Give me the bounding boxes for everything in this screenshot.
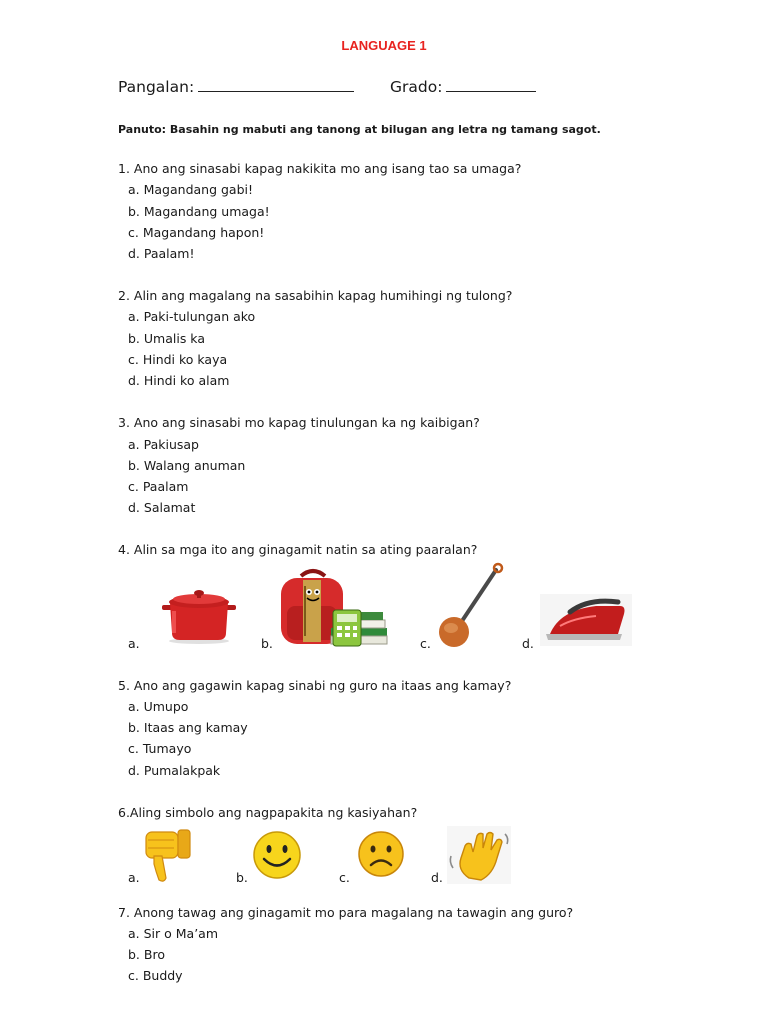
- q6-option-c[interactable]: c.: [339, 870, 350, 885]
- q7-option-a[interactable]: a. Sir o Ma’am: [128, 926, 219, 941]
- q6-option-d[interactable]: d.: [431, 870, 443, 885]
- q5-option-a[interactable]: a. Umupo: [128, 699, 189, 714]
- q3-option-b[interactable]: b. Walang anuman: [128, 458, 246, 473]
- q4-option-c[interactable]: c.: [420, 636, 431, 651]
- grade-blank-line[interactable]: [446, 77, 536, 92]
- question-3: 3. Ano ang sinasabi mo kapag tinulungan ka ng kaibigan?: [118, 415, 480, 430]
- grade-label: Grado:: [390, 78, 443, 96]
- q1-option-a[interactable]: a. Magandang gabi!: [128, 182, 254, 197]
- frowning-face-icon[interactable]: [356, 830, 406, 878]
- question-4: 4. Alin sa mga ito ang ginagamit natin sa ating paaralan?: [118, 542, 478, 557]
- school-backpack-and-books-icon[interactable]: [273, 566, 391, 650]
- thumbs-down-icon[interactable]: [144, 828, 194, 884]
- q3-option-d[interactable]: d. Salamat: [128, 500, 196, 515]
- q4-option-a[interactable]: a.: [128, 636, 140, 651]
- smiley-face-icon[interactable]: [252, 828, 302, 882]
- q4-option-d[interactable]: d.: [522, 636, 534, 651]
- q1-option-b[interactable]: b. Magandang umaga!: [128, 204, 270, 219]
- q1-option-d[interactable]: d. Paalam!: [128, 246, 195, 261]
- waving-hand-icon[interactable]: [447, 826, 511, 884]
- q7-option-c[interactable]: c. Buddy: [128, 968, 183, 983]
- question-6: 6.Aling simbolo ang nagpapakita ng kasiyahan?: [118, 805, 418, 820]
- question-5: 5. Ano ang gagawin kapag sinabi ng guro na itaas ang kamay?: [118, 678, 512, 693]
- question-1: 1. Ano ang sinasabi kapag nakikita mo ang isang tao sa umaga?: [118, 161, 522, 176]
- q7-option-b[interactable]: b. Bro: [128, 947, 165, 962]
- q5-option-c[interactable]: c. Tumayo: [128, 741, 192, 756]
- name-field[interactable]: [118, 77, 354, 96]
- q6-option-b[interactable]: b.: [236, 870, 248, 885]
- name-blank-line[interactable]: [198, 77, 354, 92]
- clothes-iron-icon[interactable]: [540, 594, 632, 646]
- q2-option-c[interactable]: c. Hindi ko kaya: [128, 352, 228, 367]
- instructions: Panuto: Basahin ng mabuti ang tanong at bilugan ang letra ng tamang sagot.: [118, 123, 601, 136]
- q5-option-b[interactable]: b. Itaas ang kamay: [128, 720, 248, 735]
- q3-option-c[interactable]: c. Paalam: [128, 479, 189, 494]
- q2-option-b[interactable]: b. Umalis ka: [128, 331, 205, 346]
- name-label: Pangalan:: [118, 78, 195, 96]
- worksheet-title: LANGUAGE 1: [341, 38, 427, 53]
- cooking-pot-icon[interactable]: [158, 585, 240, 645]
- grade-field[interactable]: [390, 77, 536, 96]
- q2-option-a[interactable]: a. Paki-tulungan ako: [128, 309, 256, 324]
- q6-option-a[interactable]: a.: [128, 870, 140, 885]
- q3-option-a[interactable]: a. Pakiusap: [128, 437, 199, 452]
- ladle-icon[interactable]: [436, 562, 510, 652]
- question-2: 2. Alin ang magalang na sasabihin kapag humihingi ng tulong?: [118, 288, 513, 303]
- question-7: 7. Anong tawag ang ginagamit mo para magalang na tawagin ang guro?: [118, 905, 574, 920]
- q5-option-d[interactable]: d. Pumalakpak: [128, 763, 221, 778]
- q2-option-d[interactable]: d. Hindi ko alam: [128, 373, 230, 388]
- q4-option-b[interactable]: b.: [261, 636, 273, 651]
- q1-option-c[interactable]: c. Magandang hapon!: [128, 225, 265, 240]
